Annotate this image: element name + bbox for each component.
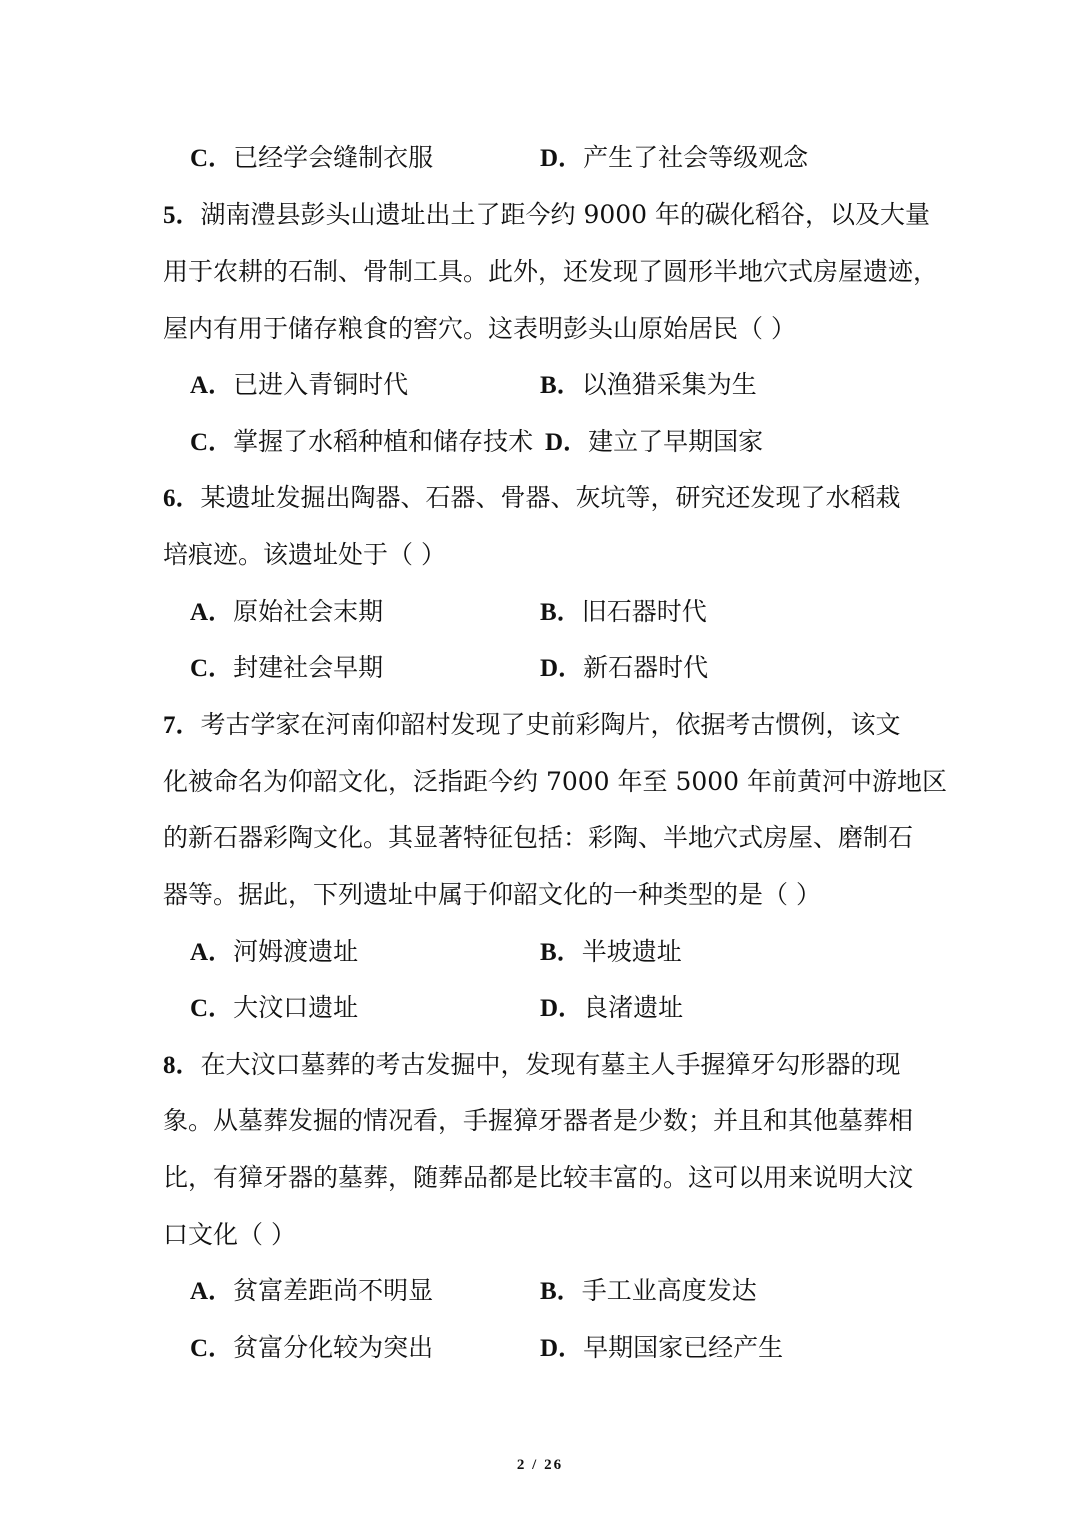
q6-option-a-letter: A． bbox=[190, 599, 234, 626]
q5-stem-line-3: 屋内有用于储存粮食的窖穴。这表明彭头山原始居民（ ） bbox=[163, 314, 796, 343]
q6-option-a bbox=[190, 597, 383, 628]
q6-stem-line-2: 培痕迹。该遗址处于（ ） bbox=[163, 540, 446, 569]
q5-stem-line-2: 用于农耕的石制、骨制工具。此外，还发现了圆形半地穴式房屋遗迹， bbox=[163, 257, 939, 286]
q6-stem-line-1 bbox=[163, 483, 901, 514]
q4-option-d bbox=[540, 143, 808, 174]
q7-stem-line-4: 器等。据此，下列遗址中属于仰韶文化的一种类型的是（ ） bbox=[163, 880, 821, 909]
q7-number: 7． bbox=[163, 712, 201, 739]
q5-option-c-text: 掌握了水稻种植和储存技术 bbox=[233, 427, 534, 456]
q7-option-d-text: 良渚遗址 bbox=[583, 993, 684, 1022]
q6-option-c-text: 封建社会早期 bbox=[233, 653, 384, 682]
q7-option-a-text: 河姆渡遗址 bbox=[233, 937, 359, 966]
q8-option-b bbox=[540, 1276, 757, 1307]
q6-option-b-text: 旧石器时代 bbox=[581, 597, 707, 626]
q7-stem-line-3: 的新石器彩陶文化。其显著特征包括：彩陶、半地穴式房屋、磨制石 bbox=[163, 823, 914, 852]
q5-option-d bbox=[545, 427, 763, 458]
q5-option-b-letter: B． bbox=[540, 372, 582, 399]
q7-option-b-letter: B． bbox=[540, 939, 582, 966]
q6-option-a-text: 原始社会末期 bbox=[233, 597, 384, 626]
q5-option-b-text: 以渔猎采集为生 bbox=[581, 370, 757, 399]
q4-option-c bbox=[190, 143, 433, 174]
page-number: 2 / 26 bbox=[516, 1457, 564, 1473]
q8-stem-text-1: 在大汶口墓葬的考古发掘中，发现有墓主人手握獐牙勾形器的现 bbox=[200, 1050, 901, 1079]
q6-option-c bbox=[190, 653, 383, 684]
q7-option-c-text: 大汶口遗址 bbox=[233, 993, 359, 1022]
q6-option-d-letter: D． bbox=[540, 655, 584, 682]
q6-option-d-text: 新石器时代 bbox=[583, 653, 709, 682]
q8-stem-line-4: 口文化（ ） bbox=[163, 1220, 296, 1249]
q5-option-b bbox=[540, 370, 757, 401]
q8-option-c bbox=[190, 1333, 433, 1364]
q8-option-c-text: 贫富分化较为突出 bbox=[233, 1333, 434, 1362]
q7-stem-line-2: 化被命名为仰韶文化，泛指距今约 7000 年至 5000 年前黄河中游地区 bbox=[163, 767, 948, 796]
q8-option-d bbox=[540, 1333, 783, 1364]
q4-option-c-letter: C． bbox=[190, 145, 234, 172]
q7-option-c-letter: C． bbox=[190, 995, 234, 1022]
q5-option-a bbox=[190, 370, 408, 401]
q6-number: 6． bbox=[163, 485, 201, 512]
q6-option-b-letter: B． bbox=[540, 599, 582, 626]
q7-option-b-text: 半坡遗址 bbox=[581, 937, 682, 966]
q5-option-a-text: 已进入青铜时代 bbox=[233, 370, 409, 399]
q7-option-d bbox=[540, 993, 683, 1024]
q8-option-b-letter: B． bbox=[540, 1278, 582, 1305]
q8-option-d-text: 早期国家已经产生 bbox=[583, 1333, 784, 1362]
q8-option-a bbox=[190, 1276, 433, 1307]
q8-stem-line-2: 象。从墓葬发掘的情况看，手握獐牙器者是少数；并且和其他墓葬相 bbox=[163, 1106, 914, 1135]
q6-option-d bbox=[540, 653, 708, 684]
q8-stem-line-3: 比，有獐牙器的墓葬，随葬品都是比较丰富的。这可以用来说明大汶 bbox=[163, 1163, 914, 1192]
q7-option-b bbox=[540, 937, 682, 968]
q6-stem-text-1: 某遗址发掘出陶器、石器、骨器、灰坑等，研究还发现了水稻栽 bbox=[200, 483, 901, 512]
q8-option-d-letter: D． bbox=[540, 1335, 584, 1362]
q7-option-d-letter: D． bbox=[540, 995, 584, 1022]
q8-option-b-text: 手工业高度发达 bbox=[581, 1276, 757, 1305]
q6-option-b bbox=[540, 597, 707, 628]
q8-option-c-letter: C． bbox=[190, 1335, 234, 1362]
q5-option-d-text: 建立了早期国家 bbox=[588, 427, 764, 456]
q4-option-d-text: 产生了社会等级观念 bbox=[583, 143, 809, 172]
q7-stem-text-1: 考古学家在河南仰韶村发现了史前彩陶片，依据考古惯例，该文 bbox=[200, 710, 901, 739]
q6-option-c-letter: C． bbox=[190, 655, 234, 682]
q5-option-a-letter: A． bbox=[190, 372, 234, 399]
q5-stem-line-1 bbox=[163, 200, 930, 231]
q8-number: 8． bbox=[163, 1052, 201, 1079]
q7-option-a bbox=[190, 937, 358, 968]
q7-option-a-letter: A． bbox=[190, 939, 234, 966]
q7-stem-line-1 bbox=[163, 710, 901, 741]
q5-stem-text-1: 湖南澧县彭头山遗址出土了距今约 9000 年的碳化稻谷，以及大量 bbox=[200, 200, 931, 229]
q5-option-c-letter: C． bbox=[190, 429, 234, 456]
q5-option-d-letter: D． bbox=[545, 429, 589, 456]
q5-number: 5． bbox=[163, 202, 201, 229]
q4-option-d-letter: D． bbox=[540, 145, 584, 172]
q7-option-c bbox=[190, 993, 358, 1024]
q5-option-c bbox=[190, 427, 533, 458]
q8-option-a-text: 贫富差距尚不明显 bbox=[233, 1276, 434, 1305]
q8-stem-line-1 bbox=[163, 1050, 901, 1081]
q8-option-a-letter: A． bbox=[190, 1278, 234, 1305]
q4-option-c-text: 已经学会缝制衣服 bbox=[233, 143, 434, 172]
